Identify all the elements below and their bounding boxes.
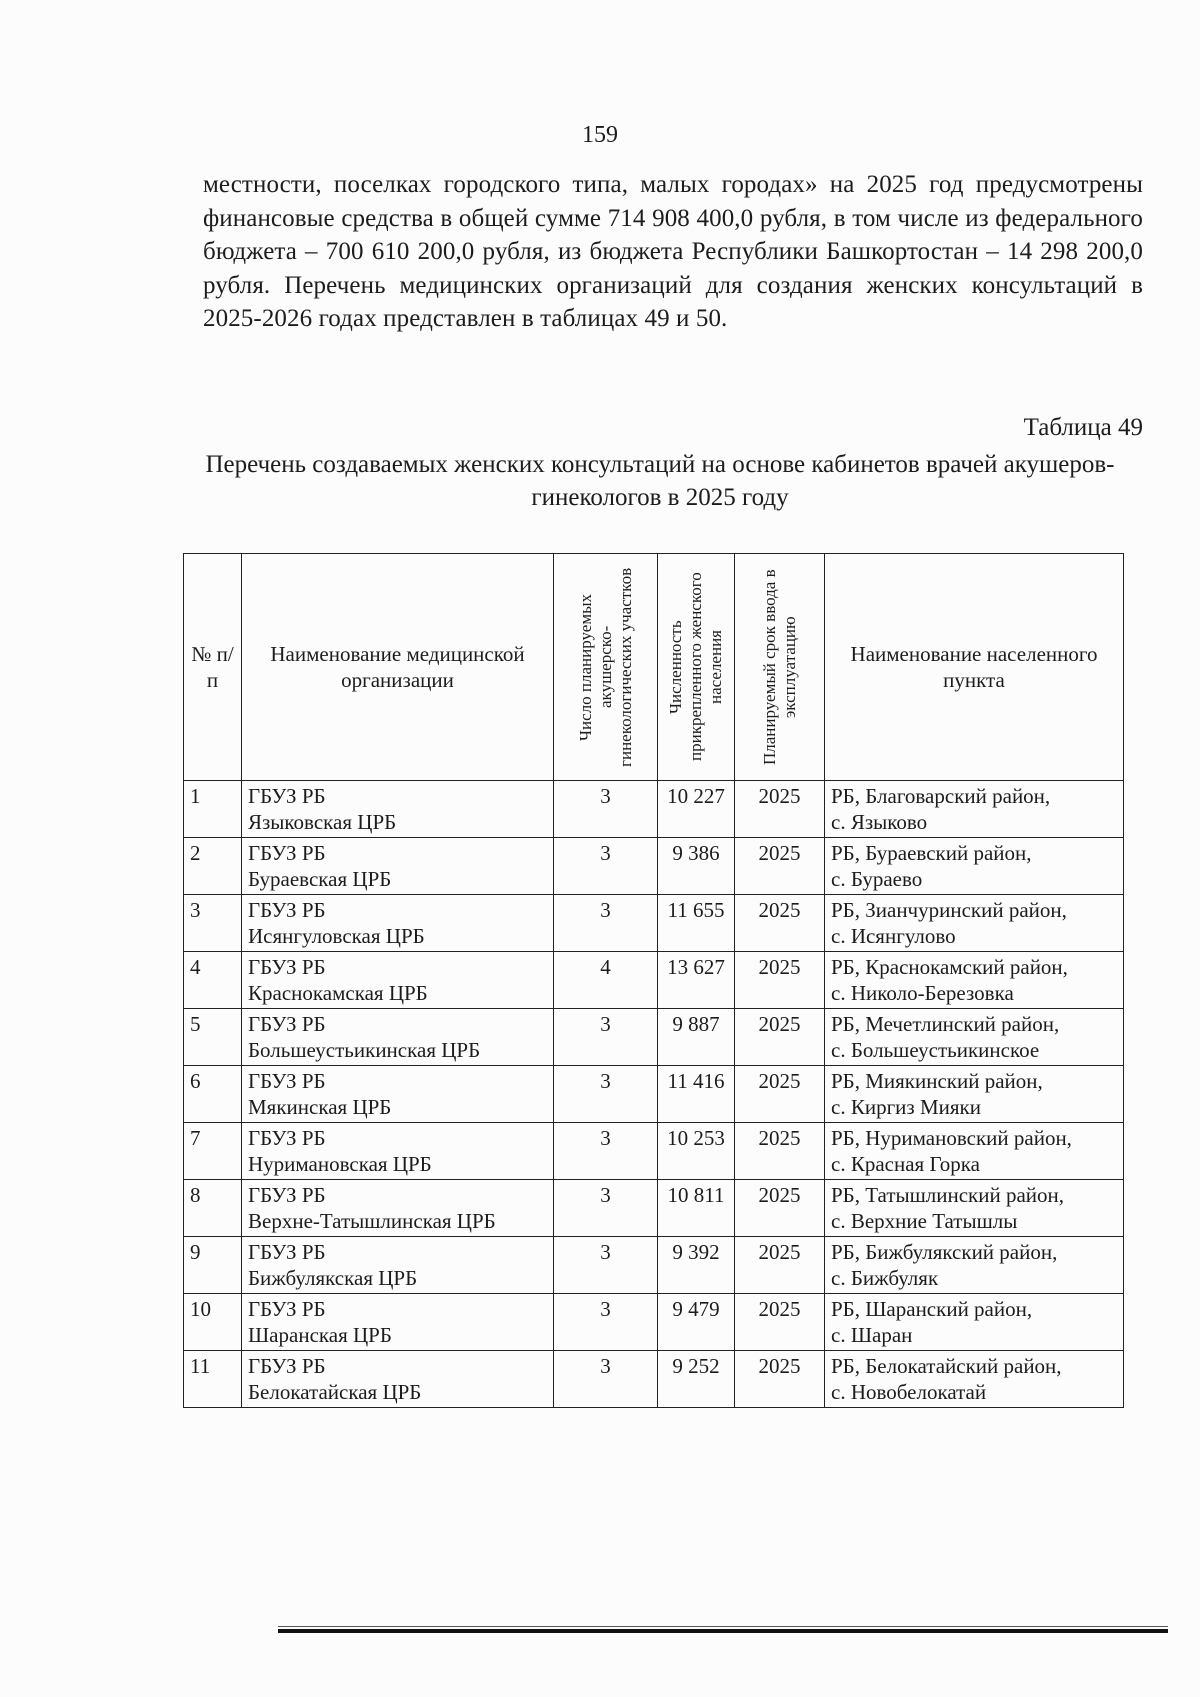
cell-population <box>658 895 735 952</box>
cell-sites <box>554 952 658 1009</box>
header-population <box>658 554 735 781</box>
cell-year-line-1: 2025 <box>758 1240 801 1264</box>
cell-org-line-2: Исянгуловская ЦРБ <box>248 924 425 948</box>
cell-year-line-1: 2025 <box>758 1354 801 1378</box>
cell-sites-line-1: 3 <box>600 898 611 922</box>
cell-locality-line-2: с. Исянгулово <box>831 924 956 948</box>
table-row <box>184 1351 1124 1408</box>
cell-locality-line-1: РБ, Нуримановский район, <box>831 1126 1072 1150</box>
cell-org <box>242 838 554 895</box>
cell-year <box>735 952 825 1009</box>
cell-population <box>658 781 735 838</box>
cell-org-line-2: Нуримановская ЦРБ <box>248 1152 432 1176</box>
cell-population-line-1: 10 227 <box>667 784 725 808</box>
cell-population <box>658 952 735 1009</box>
cell-num <box>184 1180 242 1237</box>
cell-year-line-1: 2025 <box>758 784 801 808</box>
cell-org <box>242 1351 554 1408</box>
cell-num <box>184 838 242 895</box>
cell-population-line-1: 9 252 <box>672 1354 720 1378</box>
cell-year-line-1: 2025 <box>758 1297 801 1321</box>
cell-population <box>658 1066 735 1123</box>
cell-locality <box>825 1009 1124 1066</box>
cell-locality <box>825 1237 1124 1294</box>
header-org: Наименование медицинской организации <box>242 554 554 781</box>
cell-num-line-1: 5 <box>190 1012 201 1036</box>
cell-sites <box>554 1123 658 1180</box>
cell-org-line-2: Бураевская ЦРБ <box>248 867 392 891</box>
organizations-table <box>183 553 1124 1408</box>
cell-org-line-2: Шаранская ЦРБ <box>248 1323 392 1347</box>
cell-sites <box>554 1066 658 1123</box>
cell-org-line-2: Белокатайская ЦРБ <box>248 1380 422 1404</box>
cell-locality-line-1: РБ, Зианчуринский район, <box>831 898 1067 922</box>
cell-num <box>184 895 242 952</box>
cell-org-line-1: ГБУЗ РБ <box>248 1354 326 1378</box>
cell-num <box>184 1237 242 1294</box>
cell-locality-line-1: РБ, Бураевский район, <box>831 841 1032 865</box>
cell-locality-line-1: РБ, Бижбулякский район, <box>831 1240 1058 1264</box>
cell-locality-line-2: с. Бураево <box>831 867 923 891</box>
cell-org-line-2: Большеустьикинская ЦРБ <box>248 1038 481 1062</box>
cell-year-line-1: 2025 <box>758 1069 801 1093</box>
cell-org-line-2: Краснокамская ЦРБ <box>248 981 428 1005</box>
table-row <box>184 1066 1124 1123</box>
cell-org-line-1: ГБУЗ РБ <box>248 784 326 808</box>
cell-year <box>735 1009 825 1066</box>
cell-locality-line-1: РБ, Краснокамский район, <box>831 955 1068 979</box>
cell-org-line-2: Верхне-Татышлинская ЦРБ <box>248 1209 496 1233</box>
cell-num <box>184 1351 242 1408</box>
cell-population-line-1: 9 479 <box>672 1297 720 1321</box>
cell-population-line-1: 10 811 <box>667 1183 725 1207</box>
cell-sites-line-1: 3 <box>600 1240 611 1264</box>
cell-year <box>735 781 825 838</box>
cell-sites <box>554 1351 658 1408</box>
table-row <box>184 1294 1124 1351</box>
cell-population-line-1: 9 887 <box>672 1012 720 1036</box>
cell-sites-line-1: 3 <box>600 1297 611 1321</box>
cell-num <box>184 781 242 838</box>
cell-locality <box>825 1180 1124 1237</box>
cell-org-line-1: ГБУЗ РБ <box>248 1126 326 1150</box>
table-row <box>184 1180 1124 1237</box>
cell-num-line-1: 6 <box>190 1069 201 1093</box>
cell-num <box>184 1009 242 1066</box>
cell-year <box>735 1180 825 1237</box>
cell-org <box>242 1009 554 1066</box>
cell-locality <box>825 781 1124 838</box>
cell-population-line-1: 10 253 <box>667 1126 725 1150</box>
cell-locality-line-2: с. Бижбуляк <box>831 1266 939 1290</box>
table-row <box>184 1123 1124 1180</box>
cell-locality-line-1: РБ, Белокатайский район, <box>831 1354 1062 1378</box>
cell-locality-line-2: с. Большеустьикинское <box>831 1038 1040 1062</box>
cell-year-line-1: 2025 <box>758 841 801 865</box>
cell-locality-line-1: РБ, Мечетлинский район, <box>831 1012 1060 1036</box>
cell-year <box>735 1123 825 1180</box>
cell-year-line-1: 2025 <box>758 1126 801 1150</box>
table-title: Перечень создаваемых женских консультаций на основе кабинетов врачей акушеров-гинекологов в 2025 году <box>205 451 1115 511</box>
cell-locality-line-2: с. Николо-Березовка <box>831 981 1014 1005</box>
cell-org-line-1: ГБУЗ РБ <box>248 1240 326 1264</box>
cell-org <box>242 952 554 1009</box>
cell-org-line-2: Языковская ЦРБ <box>248 810 397 834</box>
cell-year-line-1: 2025 <box>758 955 801 979</box>
table-header-row <box>184 554 1124 781</box>
cell-sites <box>554 781 658 838</box>
header-population-text: Численность прикрепленного женского населения <box>666 572 725 762</box>
cell-population <box>658 1009 735 1066</box>
cell-locality <box>825 952 1124 1009</box>
cell-org-line-1: ГБУЗ РБ <box>248 955 326 979</box>
cell-population <box>658 1180 735 1237</box>
cell-num <box>184 1066 242 1123</box>
cell-num-line-1: 2 <box>190 841 201 865</box>
cell-sites <box>554 838 658 895</box>
table-row <box>184 1009 1124 1066</box>
cell-locality <box>825 1351 1124 1408</box>
cell-org-line-2: Бижбулякская ЦРБ <box>248 1266 418 1290</box>
header-num: № п/п <box>184 554 242 781</box>
cell-locality-line-2: с. Киргиз Мияки <box>831 1095 981 1119</box>
cell-locality <box>825 1123 1124 1180</box>
cell-sites-line-1: 4 <box>600 955 611 979</box>
header-term <box>735 554 825 781</box>
cell-population <box>658 1351 735 1408</box>
cell-locality-line-2: с. Красная Горка <box>831 1152 980 1176</box>
header-sites <box>554 554 658 781</box>
cell-locality-line-2: с. Языково <box>831 810 928 834</box>
cell-sites <box>554 1237 658 1294</box>
cell-sites-line-1: 3 <box>600 1126 611 1150</box>
cell-org <box>242 781 554 838</box>
cell-population-line-1: 13 627 <box>667 955 725 979</box>
cell-year <box>735 895 825 952</box>
cell-sites-line-1: 3 <box>600 841 611 865</box>
cell-year <box>735 1066 825 1123</box>
cell-org-line-1: ГБУЗ РБ <box>248 1069 326 1093</box>
cell-org <box>242 1294 554 1351</box>
cell-num <box>184 1294 242 1351</box>
header-locality: Наименование населенного пункта <box>825 554 1124 781</box>
cell-num-line-1: 10 <box>190 1297 211 1321</box>
table-row <box>184 952 1124 1009</box>
table-row <box>184 838 1124 895</box>
cell-sites <box>554 1009 658 1066</box>
cell-sites <box>554 895 658 952</box>
cell-population-line-1: 9 392 <box>672 1240 720 1264</box>
cell-num-line-1: 4 <box>190 955 201 979</box>
cell-org-line-1: ГБУЗ РБ <box>248 1012 326 1036</box>
cell-population <box>658 838 735 895</box>
cell-locality <box>825 1294 1124 1351</box>
table-label: Таблица 49 <box>1023 414 1143 441</box>
cell-org <box>242 1066 554 1123</box>
cell-population <box>658 1294 735 1351</box>
cell-locality <box>825 1066 1124 1123</box>
cell-population-line-1: 11 655 <box>667 898 725 922</box>
cell-num <box>184 1123 242 1180</box>
cell-org-line-1: ГБУЗ РБ <box>248 1183 326 1207</box>
table-row <box>184 781 1124 838</box>
cell-num-line-1: 1 <box>190 784 201 808</box>
cell-year <box>735 1294 825 1351</box>
cell-sites <box>554 1294 658 1351</box>
header-sites-text: Число планируемых акушерско-гинекологических участков <box>575 567 635 767</box>
cell-num-line-1: 8 <box>190 1183 201 1207</box>
cell-sites <box>554 1180 658 1237</box>
cell-sites-line-1: 3 <box>600 1012 611 1036</box>
cell-locality-line-1: РБ, Благоварский район, <box>831 784 1051 808</box>
cell-org <box>242 1180 554 1237</box>
cell-sites-line-1: 3 <box>600 1354 611 1378</box>
cell-num-line-1: 9 <box>190 1240 201 1264</box>
cell-org <box>242 1237 554 1294</box>
cell-locality-line-2: с. Верхние Татышлы <box>831 1209 1018 1233</box>
cell-locality <box>825 838 1124 895</box>
table-row <box>184 895 1124 952</box>
table-body <box>184 781 1124 1408</box>
cell-org <box>242 895 554 952</box>
cell-locality-line-2: с. Шаран <box>831 1323 913 1347</box>
cell-year <box>735 1351 825 1408</box>
cell-locality-line-1: РБ, Татышлинский район, <box>831 1183 1065 1207</box>
cell-org <box>242 1123 554 1180</box>
cell-year <box>735 838 825 895</box>
cell-year <box>735 1237 825 1294</box>
cell-org-line-1: ГБУЗ РБ <box>248 898 326 922</box>
bottom-rule <box>278 1626 1168 1633</box>
cell-year-line-1: 2025 <box>758 1012 801 1036</box>
cell-locality-line-2: с. Новобелокатай <box>831 1380 987 1404</box>
cell-locality-line-1: РБ, Миякинский район, <box>831 1069 1043 1093</box>
cell-org-line-1: ГБУЗ РБ <box>248 1297 326 1321</box>
table-row <box>184 1237 1124 1294</box>
cell-sites-line-1: 3 <box>600 1183 611 1207</box>
cell-num-line-1: 7 <box>190 1126 201 1150</box>
body-paragraph: местности, поселках городского типа, малых городах» на 2025 год предусмотрены финансовые средства в общей сумме 714 908 400,0 рубля, в том числе из федерального бюджета – 700 610 200,0 рубля, из бюджета Республики Башкортостан – 14 298 200,0 рубля. Перечень медицинских организаций для создания женских консультаций в 2025-2026 годах представлен в таблицах 49 и 50. <box>203 171 1143 332</box>
header-term-text: Планируемый срок ввода в эксплуатацию <box>759 569 799 765</box>
cell-locality-line-1: РБ, Шаранский район, <box>831 1297 1033 1321</box>
cell-num-line-1: 3 <box>190 898 201 922</box>
cell-year-line-1: 2025 <box>758 898 801 922</box>
page-number: 159 <box>582 122 618 148</box>
cell-population-line-1: 9 386 <box>672 841 720 865</box>
cell-org-line-1: ГБУЗ РБ <box>248 841 326 865</box>
cell-population-line-1: 11 416 <box>667 1069 725 1093</box>
cell-locality <box>825 895 1124 952</box>
cell-population <box>658 1237 735 1294</box>
cell-org-line-2: Мякинская ЦРБ <box>248 1095 392 1119</box>
cell-num <box>184 952 242 1009</box>
cell-year-line-1: 2025 <box>758 1183 801 1207</box>
cell-num-line-1: 11 <box>190 1354 211 1378</box>
cell-population <box>658 1123 735 1180</box>
cell-sites-line-1: 3 <box>600 1069 611 1093</box>
cell-sites-line-1: 3 <box>600 784 611 808</box>
